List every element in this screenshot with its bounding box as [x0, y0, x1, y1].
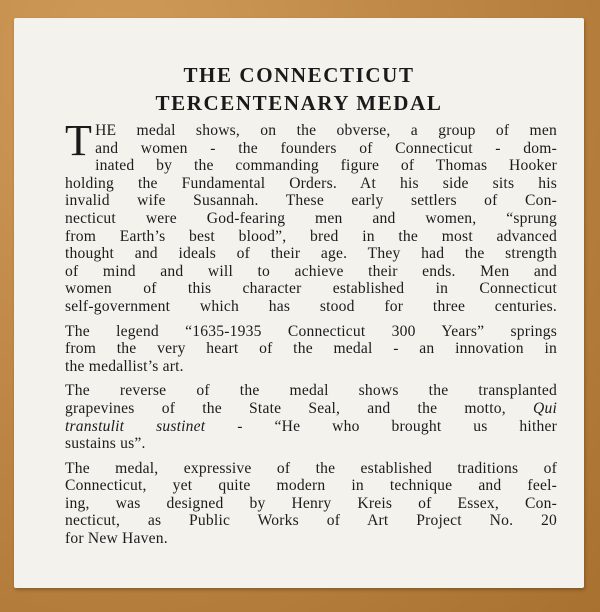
text-line: necticut were God-fearing men and women, “sprung: [65, 209, 557, 227]
paragraph-obverse: [65, 116, 557, 316]
text-line: women of this character established in Connecticut: [65, 280, 557, 298]
text-line: The legend “1635-1935 Connecticut 300 Years” springs: [65, 322, 557, 340]
text-line: ing, was designed by Henry Kreis of Essex, Con-: [65, 494, 557, 512]
text-line: and women - the founders of Connecticut - dom-: [95, 139, 557, 157]
drop-cap: T: [65, 116, 93, 165]
motto-italic: transtulit sustinet: [65, 417, 206, 435]
paragraph-designer: [65, 460, 557, 548]
text-line: [65, 418, 557, 436]
text-line: self-government which has stood for three centuries.: [65, 297, 557, 315]
title-line-2: TERCENTENARY MEDAL: [155, 91, 443, 115]
text-line: for New Haven.: [65, 530, 168, 548]
text-fragment: - “He who brought us hither: [205, 417, 558, 435]
text-line: the medallist’s art.: [65, 357, 184, 375]
text-line: Connecticut, yet quite modern in technique and feel-: [65, 477, 557, 495]
text-line: from the very heart of the medal - an innovation in: [65, 340, 557, 358]
text-line: inated by the commanding figure of Thomas Hooker: [95, 157, 557, 175]
text-line: invalid wife Susannah. These early settlers of Con-: [65, 192, 557, 210]
title-line-1: THE CONNECTICUT: [183, 63, 415, 87]
paragraph-legend: [65, 323, 557, 376]
text-line: HE medal shows, on the obverse, a group of men: [95, 122, 557, 139]
text-line: thought and ideals of their age. They had the strength: [65, 245, 557, 263]
text-line: of mind and will to achieve their ends. Men and: [65, 262, 557, 280]
motto-italic: Qui: [533, 399, 557, 417]
text-line: necticut, as Public Works of Art Project No. 20: [65, 512, 557, 530]
text-line: The medal, expressive of the established traditions of: [65, 459, 557, 477]
paragraph-reverse: [65, 382, 557, 452]
text-line: The reverse of the medal shows the transplanted: [65, 382, 557, 400]
text-line: holding the Fundamental Orders. At his side sits his: [65, 174, 557, 192]
text-line: sustains us”.: [65, 435, 146, 453]
text-line: from Earth’s best blood”, bred in the most advanced: [65, 227, 557, 245]
description-body: [65, 116, 558, 555]
medal-description-card: [14, 18, 584, 588]
text-line: [65, 400, 557, 418]
text-fragment: grapevines of the State Seal, and the motto,: [65, 399, 533, 417]
